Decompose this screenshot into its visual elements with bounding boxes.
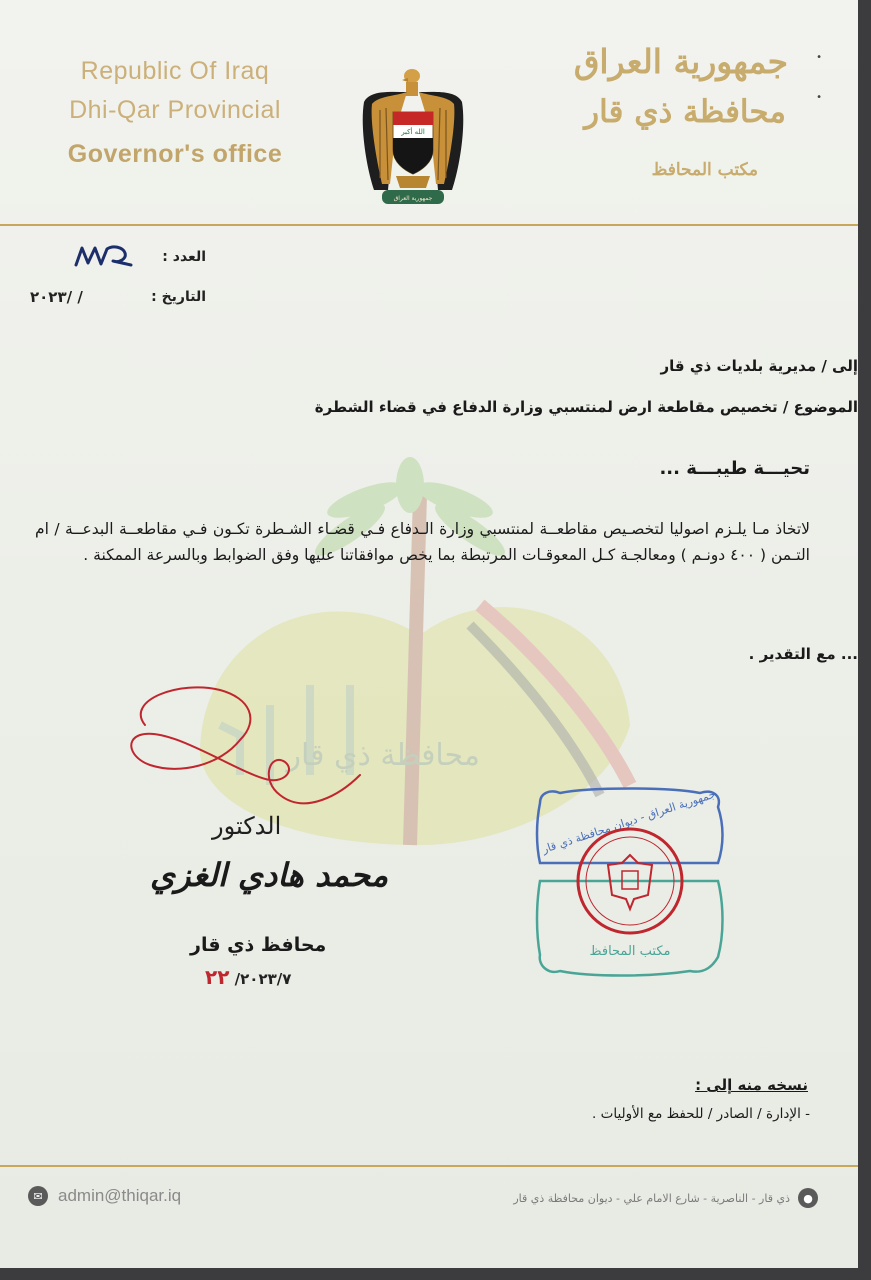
footer-address-text: ذي قار - الناصرية - شارع الامام علي - ديوان محافظة ذي قار: [513, 1191, 790, 1205]
copies-item: - الإدارة / الصادر / للحفظ مع الأوليات .: [592, 1106, 810, 1122]
closing-regards: ... مع التقدير .: [748, 645, 858, 663]
header-dots: • •: [816, 52, 822, 103]
recipient-line: إلى / مديرية بلديات ذي قار: [660, 357, 858, 375]
signatory-name: محمد هادي الغزي: [150, 856, 389, 894]
signatory-role: محافظ ذي قار: [190, 934, 327, 956]
svg-text:جمهورية العراق: جمهورية العراق: [393, 195, 433, 202]
header-ar-office: مكتب المحافظ: [651, 160, 758, 180]
svg-text:مكتب المحافظ: مكتب المحافظ: [589, 944, 671, 959]
date-label: التاريخ :: [151, 289, 206, 305]
handwritten-number: [73, 243, 135, 269]
official-stamp: [530, 785, 730, 980]
svg-text:جمهورية العراق - ديوان محافظة: جمهورية العراق - ديوان محافظة ذي قار: [540, 787, 718, 856]
header-en-province: Dhi-Qar Provincial: [69, 96, 281, 124]
letter-body: لاتخاذ مـا يلـزم اصوليا لتخصـيص مقاطعــة لمنتسبي وزارة الـدفاع فـي قضـاء الشـطرة تكـون فـي مقاطعــة البدعــة / ام التـمن ( ٤٠٠ دونـم ) ومعالجـة كـل المعوقـات المرتبطة بما يخص موافقاتنا عليها وفق الضوابط وبالسرعة الممكنة .: [35, 520, 810, 564]
signatory-date-printed: ٢٠٢٣/٧/: [234, 970, 292, 988]
footer-divider: [0, 1165, 858, 1167]
header-divider: [0, 224, 858, 226]
signatory-date: [205, 965, 291, 989]
signatory-date-day: ٢٢: [205, 965, 230, 989]
header-ar-country: جمهورية العراق: [573, 42, 788, 81]
greeting: تحيـــة طيبـــة ...: [659, 458, 810, 479]
svg-text:الله أكبر: الله أكبر: [401, 128, 425, 136]
iraq-eagle-emblem-icon: [360, 66, 466, 216]
footer-address: [513, 1188, 818, 1208]
header-ar-province: محافظة ذي قار: [584, 94, 786, 130]
subject-line: الموضوع / تخصيص مقاطعة ارض لمنتسبي وزارة الدفاع في قضاء الشطرة: [314, 398, 858, 416]
header-en-country: Republic Of Iraq: [80, 57, 270, 85]
footer-email: [28, 1186, 181, 1206]
header-en-office: Governor's office: [67, 140, 283, 168]
location-pin-icon: ●: [798, 1188, 818, 1208]
signatory-title: الدكتور: [212, 812, 282, 840]
handwritten-signature: [120, 680, 370, 820]
email-icon: ✉: [28, 1186, 48, 1206]
svg-text:محافظة ذي قار: محافظة ذي قار: [286, 738, 480, 773]
footer-email-text: admin@thiqar.iq: [58, 1186, 182, 1205]
number-label: العدد :: [162, 249, 206, 265]
copies-heading: نسخه منه إلى :: [695, 1076, 808, 1094]
date-value: ٢٠٢٣/ /: [30, 288, 83, 306]
